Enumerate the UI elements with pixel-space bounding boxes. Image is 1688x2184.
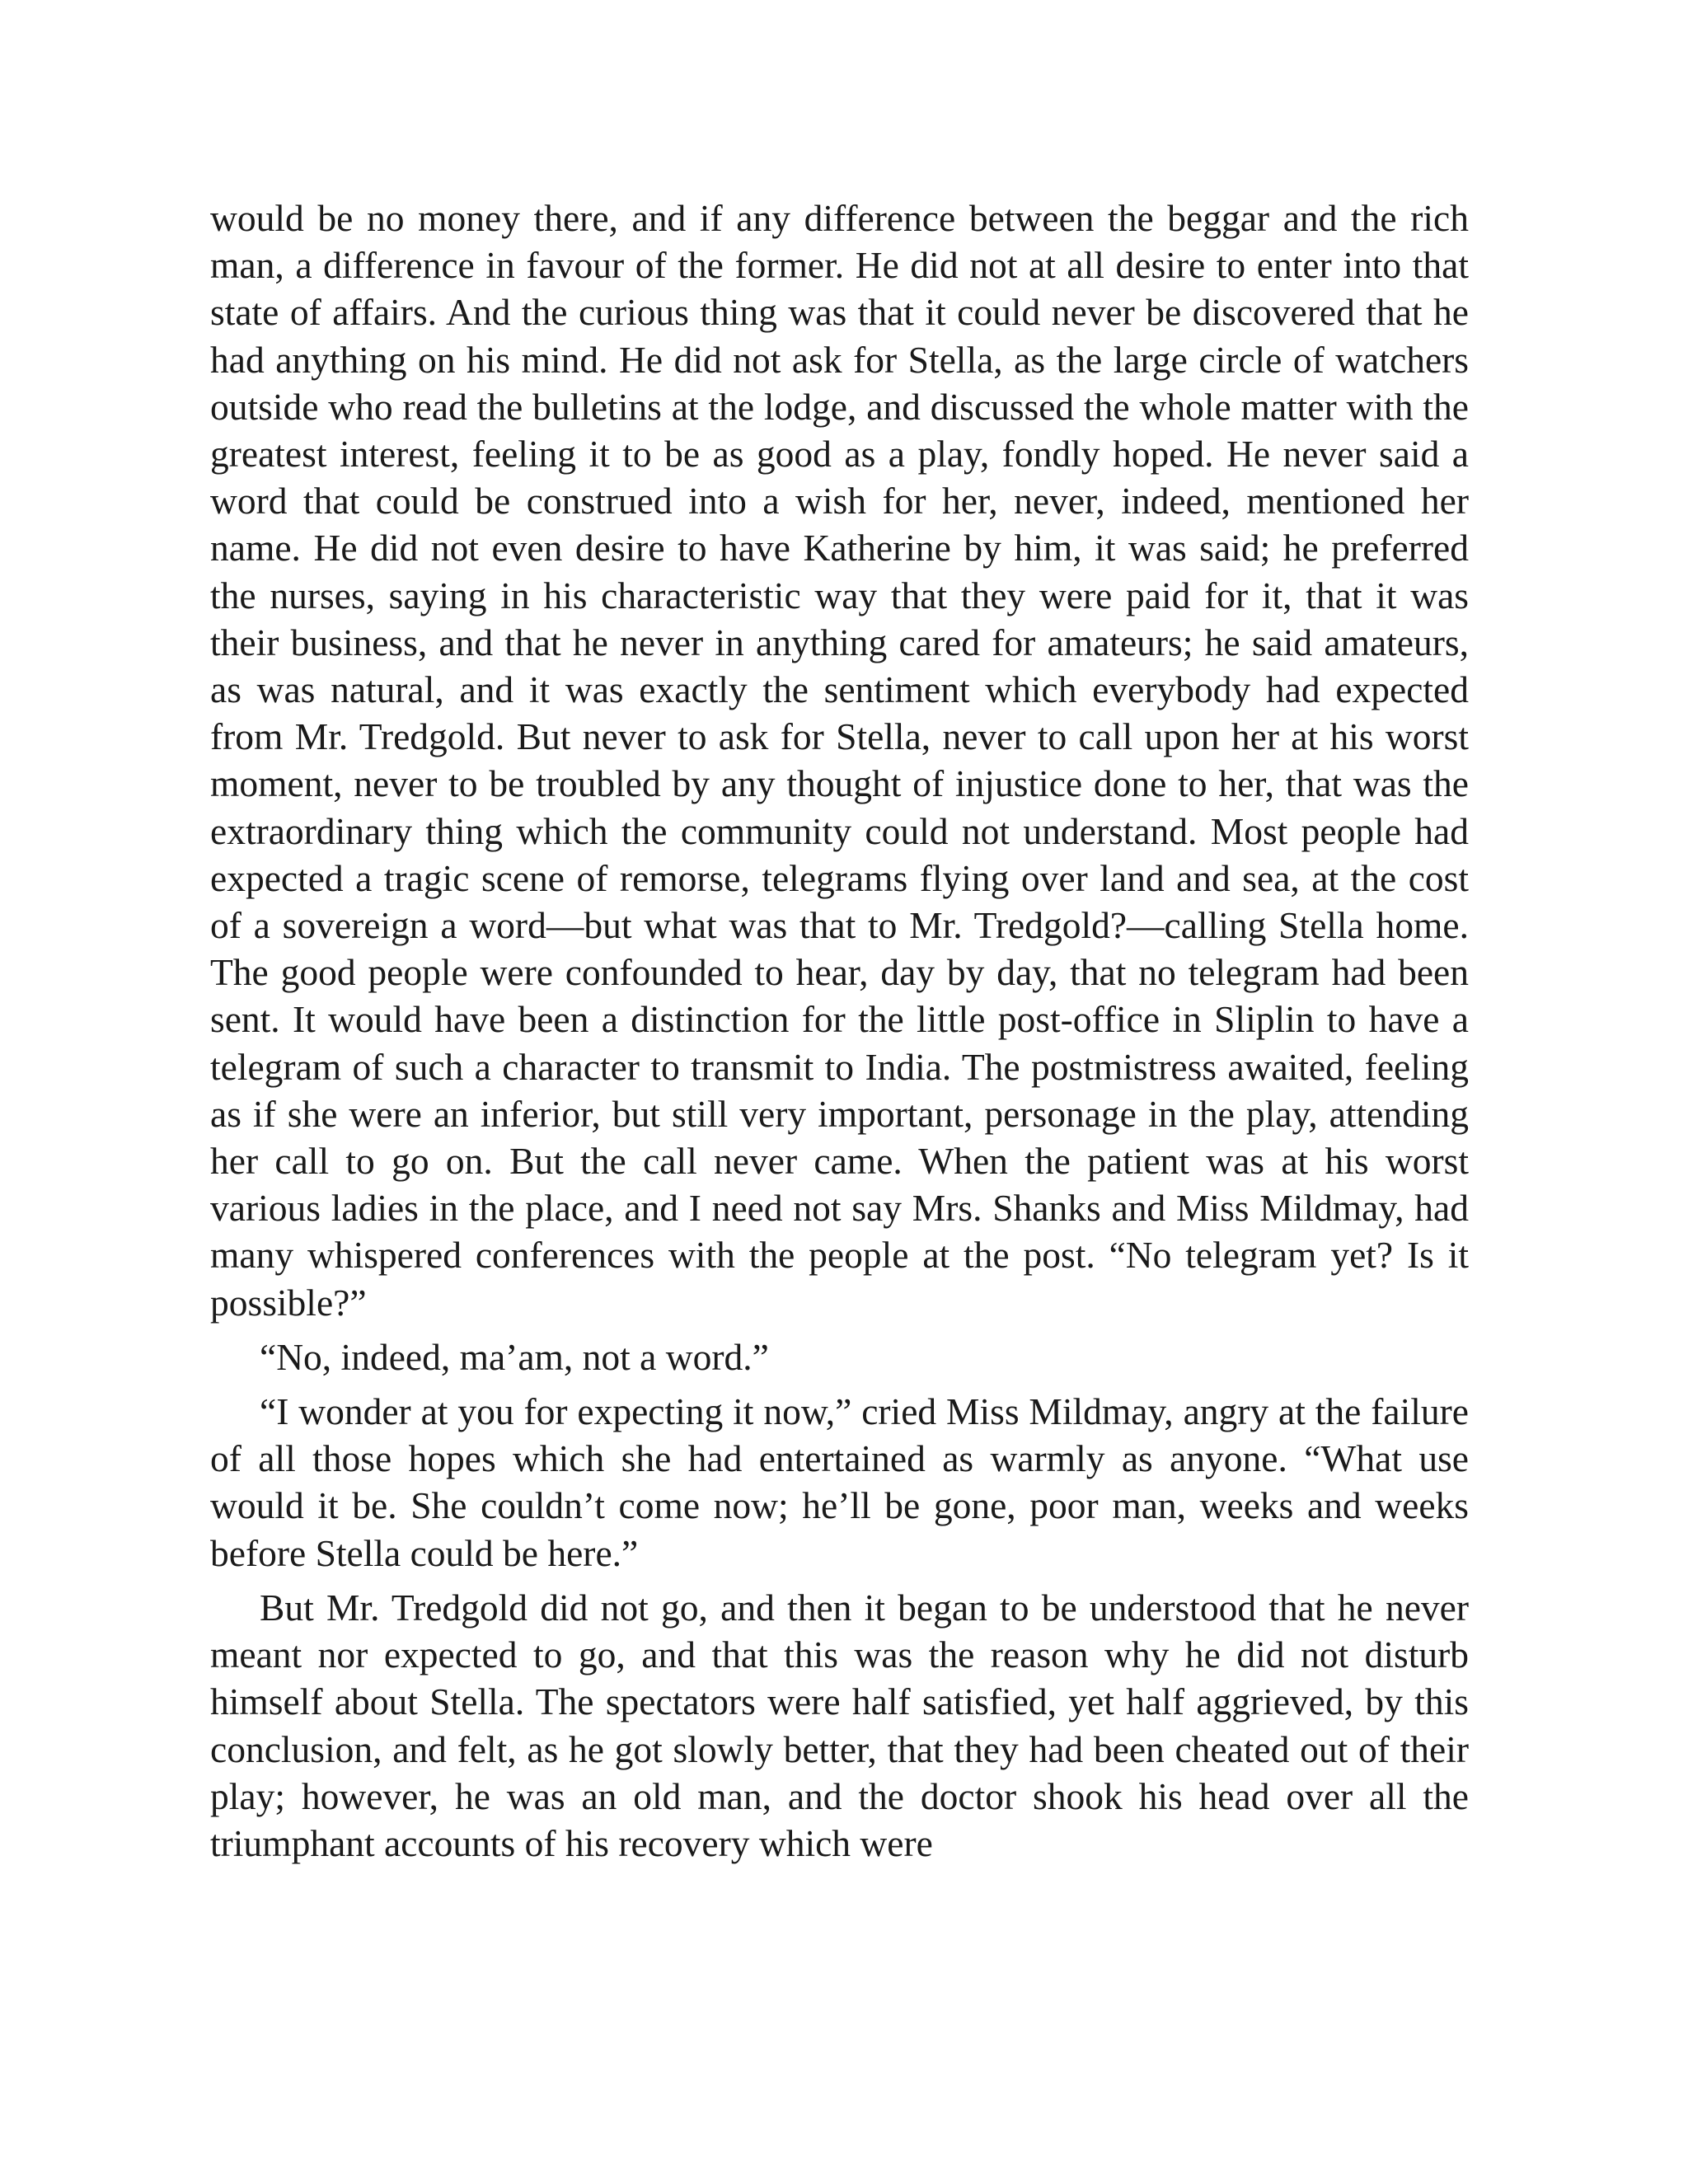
paragraph-continued: would be no money there, and if any difference between the beggar and the rich man, a difference in favour of the former. He did not at all desire to enter into that state of affairs. And the curious thing was that it could never be discovered that he had anything on his mind. He did not ask for Stella, as the large circle of watchers outside who read the bulletins at the lodge, and discussed the whole matter with the greatest interest, feeling it to be as good as a play, fondly hoped. He never said a word that could be construed into a wish for her, never, indeed, mentioned her name. He did not even desire to have Katherine by him, it was said; he preferred the nurses, saying in his characteristic way that they were paid for it, that it was their business, and that he never in anything cared for amateurs; he said amateurs, as was natural, and it was exactly the sentiment which everybody had expected from Mr. Tredgold. But never to ask for Stella, never to call upon her at his worst moment, never to be troubled by any thought of injustice done to her, that was the extraordinary thing which the community could not understand. Most people had expected a tragic scene of remorse, telegrams flying over land and sea, at the cost of a sovereign a word—but what was that to Mr. Tredgold?—calling Stella home. The good people were confounded to hear, day by day, that no telegram had been sent. It would have been a distinction for the little post-office in Sliplin to have a telegram of such a character to transmit to India. The postmistress awaited, feeling as if she were an inferior, but still very important, personage in the play, attending her call to go on. But the call never came. When the patient was at his worst various ladies in the place, and I need not say Mrs. Shanks and Miss Mildmay, had many whispered conferences with the people at the post. “No telegram yet? Is it possible?” (210, 197, 1469, 1324)
paragraph-miss-mildmay: “I wonder at you for expecting it now,” cried Miss Mildmay, angry at the failure of all those hopes which she had entertained as warmly as anyone. “What use would it be. She couldn’t come now; he’ll be gone, poor man, weeks and weeks before Stella could be here.” (210, 1390, 1469, 1574)
paragraph-tredgold-recovery: But Mr. Tredgold did not go, and then it began to be understood that he never meant nor expected to go, and that this was the reason why he did not disturb himself about Stella. The spectators were half satisfied, yet half aggrieved, by this conclusion, and felt, as he got slowly better, that they had been cheated out of their play; however, he was an old man, and the doctor shook his head over all the triumphant accounts of his recovery which were (210, 1586, 1469, 1864)
paragraph-dialogue-reply: “No, indeed, ma’am, not a word.” (260, 1335, 769, 1378)
page-body-text (210, 194, 1469, 1874)
